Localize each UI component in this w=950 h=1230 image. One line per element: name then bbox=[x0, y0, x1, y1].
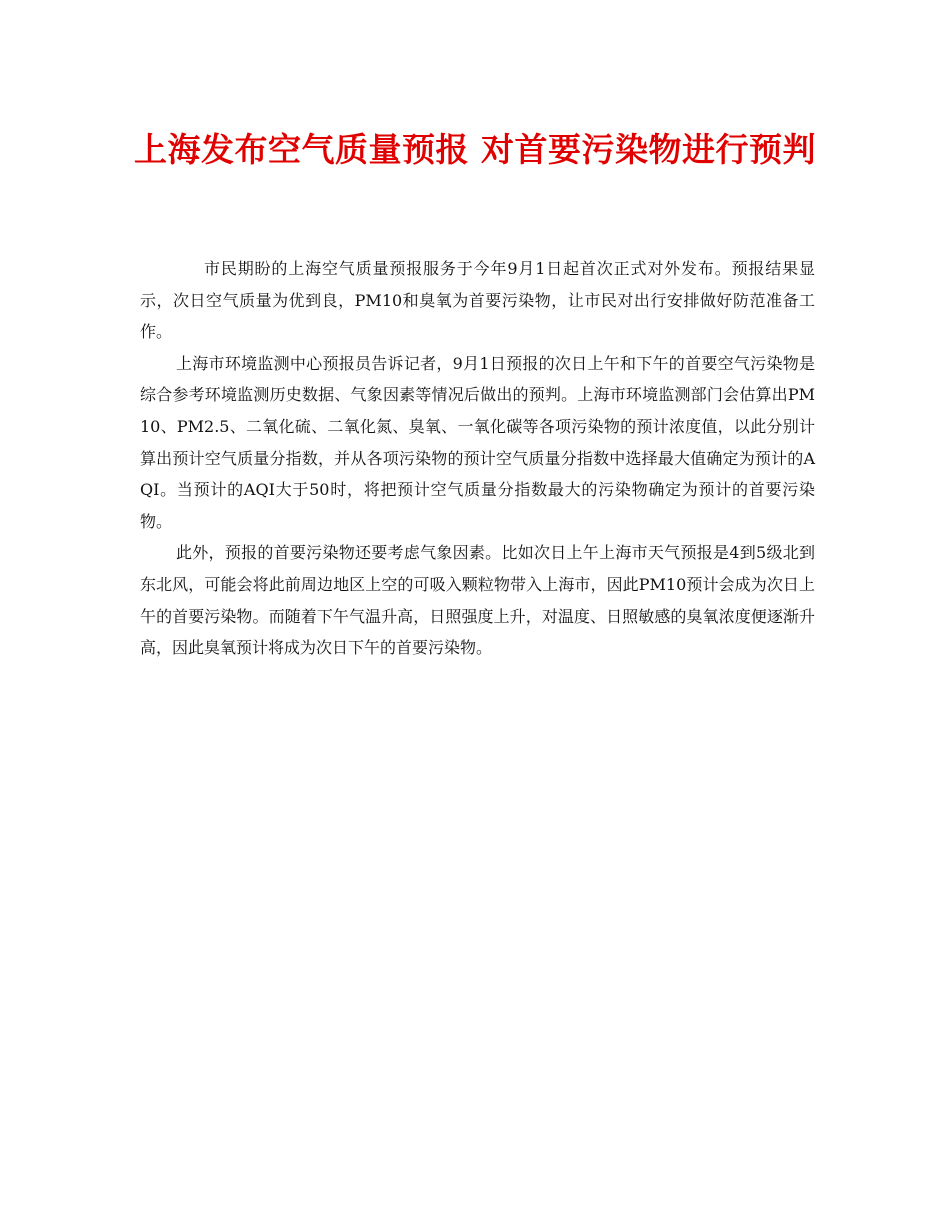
paragraph-3: 此外，预报的首要污染物还要考虑气象因素。比如次日上午上海市天气预报是4到5级北到东北风，可能会将此前周边地区上空的可吸入颗粒物带入上海市，因此PM10预计会成为次日上午的首要污染物。而随着下午气温升高，日照强度上升，对温度、日照敏感的臭氧浓度便逐渐升高，因此臭氧预计将成为次日下午的首要污染物。 bbox=[140, 543, 815, 658]
document-title: 上海发布空气质量预报 对首要污染物进行预判 bbox=[134, 130, 816, 169]
paragraph-2: 上海市环境监测中心预报员告诉记者，9月1日预报的次日上午和下午的首要空气污染物是综合参考环境监测历史数据、气象因素等情况后做出的预判。上海市环境监测部门会估算出PM10、PM2.5、二氧化硫、二氧化氮、臭氧、一氧化碳等各项污染物的预计浓度值，以此分别计算出预计空气质量分指数，并从各项污染物的预计空气质量分指数中选择最大值确定为预计的AQI。当预计的AQI大于50时，将把预计空气质量分指数最大的污染物确定为预计的首要污染物。 bbox=[140, 353, 815, 531]
document-body bbox=[140, 253, 815, 664]
paragraph-1: 市民期盼的上海空气质量预报服务于今年9月1日起首次正式对外发布。预报结果显示，次日空气质量为优到良，PM10和臭氧为首要污染物，让市民对出行安排做好防范准备工作。 bbox=[140, 259, 815, 342]
